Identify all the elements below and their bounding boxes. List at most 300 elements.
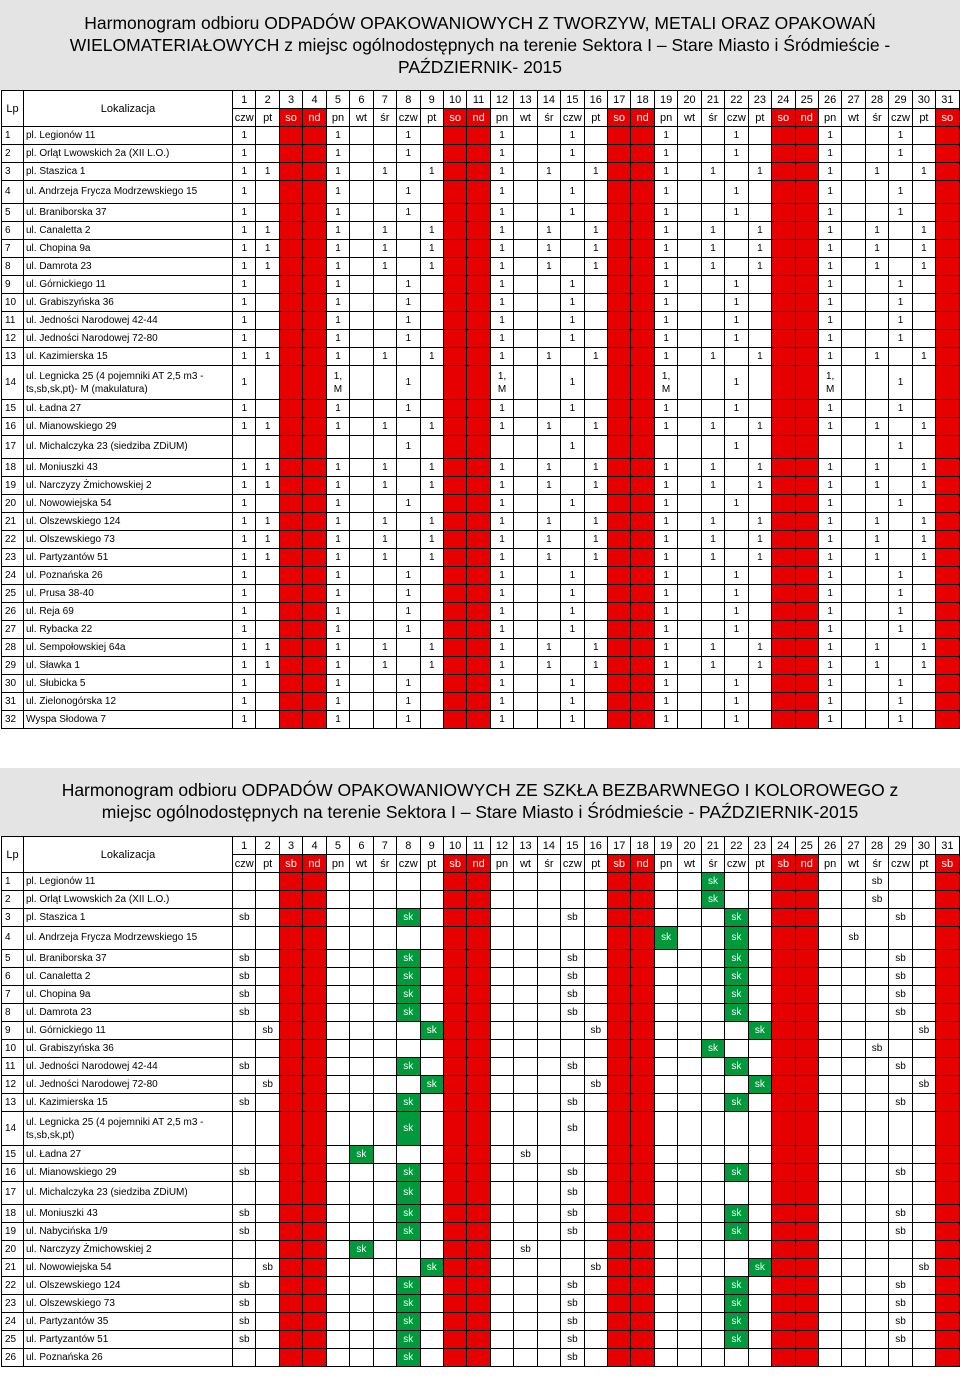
schedule-cell [701, 1094, 724, 1112]
schedule-cell [748, 675, 771, 693]
schedule-cell [608, 1223, 631, 1241]
schedule-cell [818, 1277, 841, 1295]
schedule-cell [420, 1277, 443, 1295]
day-number: 21 [701, 91, 724, 109]
schedule-cell [279, 418, 302, 436]
schedule-cell [631, 1094, 654, 1112]
row-number: 18 [2, 1205, 24, 1223]
schedule-cell [631, 567, 654, 585]
schedule-cell [279, 276, 302, 294]
schedule-cell [420, 1349, 443, 1367]
schedule-cell [443, 693, 466, 711]
schedule-cell [678, 567, 701, 585]
schedule-cell [514, 1040, 537, 1058]
schedule-cell [420, 986, 443, 1004]
schedule-cell [678, 1076, 701, 1094]
schedule-cell: 1 [397, 204, 420, 222]
schedule-cell [514, 477, 537, 495]
schedule-cell [279, 1022, 302, 1040]
schedule-cell [889, 873, 912, 891]
schedule-cell [279, 145, 302, 163]
row-location: ul. Zielonogórska 12 [24, 693, 233, 711]
schedule-cell [936, 1076, 959, 1094]
schedule-cell [233, 1241, 256, 1259]
schedule-cell [233, 1040, 256, 1058]
schedule-cell [467, 1331, 490, 1349]
schedule-cell [537, 436, 560, 459]
row-number: 27 [2, 621, 24, 639]
schedule-cell [537, 1331, 560, 1349]
schedule-cell [490, 1164, 513, 1182]
schedule-cell [373, 276, 396, 294]
schedule-cell [467, 657, 490, 675]
schedule-cell: 1 [326, 312, 349, 330]
row-location: ul. Jedności Narodowej 72-80 [24, 330, 233, 348]
schedule-cell: 1 [889, 621, 912, 639]
schedule-cell [795, 204, 818, 222]
schedule-cell [678, 585, 701, 603]
schedule-cell: 1 [584, 477, 607, 495]
schedule-cell [748, 1004, 771, 1022]
day-number: 25 [795, 837, 818, 855]
schedule-cell [912, 181, 935, 204]
schedule-cell: 1 [701, 513, 724, 531]
schedule-cell: 1 [233, 312, 256, 330]
schedule-cell [233, 436, 256, 459]
schedule-cell: 1 [490, 621, 513, 639]
weekday-label: pt [584, 109, 607, 127]
schedule-cell [467, 1112, 490, 1146]
schedule-cell: sb [561, 1295, 584, 1313]
schedule-cell: sb [561, 1094, 584, 1112]
schedule-cell: 1 [912, 163, 935, 181]
schedule-cell [936, 181, 959, 204]
schedule-cell: sk [350, 1241, 373, 1259]
schedule-cell [420, 366, 443, 400]
schedule-cell [279, 1313, 302, 1331]
schedule-cell [936, 531, 959, 549]
schedule-cell: 1 [490, 513, 513, 531]
schedule-cell [279, 1146, 302, 1164]
row-location: ul. Partyzantów 51 [24, 549, 233, 567]
row-number: 31 [2, 693, 24, 711]
schedule-cell [772, 1205, 795, 1223]
schedule-cell [795, 240, 818, 258]
schedule-cell [373, 1277, 396, 1295]
schedule-cell [631, 127, 654, 145]
schedule-cell [397, 1146, 420, 1164]
schedule-cell [865, 693, 888, 711]
schedule-cell [748, 145, 771, 163]
schedule-cell [256, 1241, 279, 1259]
schedule-cell [608, 1146, 631, 1164]
schedule-cell [889, 348, 912, 366]
schedule-cell [303, 1182, 326, 1205]
schedule-cell: 1 [889, 711, 912, 729]
schedule-cell [748, 1146, 771, 1164]
schedule-cell [350, 1022, 373, 1040]
schedule-cell [584, 330, 607, 348]
row-number: 7 [2, 240, 24, 258]
schedule-cell [256, 1146, 279, 1164]
schedule-cell [514, 1022, 537, 1040]
schedule-cell: 1 [725, 276, 748, 294]
schedule-cell [350, 986, 373, 1004]
schedule-cell [889, 418, 912, 436]
schedule-cell [608, 366, 631, 400]
schedule-cell [420, 1146, 443, 1164]
table-row [2, 513, 960, 531]
header-lp: Lp [2, 91, 24, 127]
schedule-cell [467, 968, 490, 986]
schedule-cell [490, 950, 513, 968]
row-number: 1 [2, 127, 24, 145]
schedule-cell [373, 127, 396, 145]
day-number: 9 [420, 91, 443, 109]
schedule-cell: 1 [490, 531, 513, 549]
schedule-cell [865, 495, 888, 513]
schedule-cell [678, 1259, 701, 1277]
weekday-label: pt [912, 855, 935, 873]
schedule-cell [608, 968, 631, 986]
schedule-cell [678, 711, 701, 729]
schedule-cell [584, 567, 607, 585]
table-row [2, 1223, 960, 1241]
schedule-cell: 1 [326, 348, 349, 366]
schedule-cell [701, 1076, 724, 1094]
schedule-cell [608, 1205, 631, 1223]
schedule-cell: sk [701, 1040, 724, 1058]
schedule-cell [678, 222, 701, 240]
schedule-cell [912, 1112, 935, 1146]
schedule-cell: 1 [397, 621, 420, 639]
schedule-cell: 1 [326, 400, 349, 418]
weekday-label: śr [373, 855, 396, 873]
row-location: ul. Poznańska 26 [24, 1349, 233, 1367]
schedule-cell [397, 163, 420, 181]
schedule-cell [842, 312, 865, 330]
row-number: 17 [2, 436, 24, 459]
schedule-cell: 1 [865, 258, 888, 276]
schedule-cell [842, 400, 865, 418]
schedule-cell [842, 1259, 865, 1277]
row-number: 6 [2, 222, 24, 240]
day-number: 9 [420, 837, 443, 855]
schedule-cell [795, 330, 818, 348]
schedule-cell [467, 1004, 490, 1022]
schedule-cell [420, 1295, 443, 1313]
schedule-cell [701, 312, 724, 330]
schedule-cell [818, 909, 841, 927]
schedule-cell [936, 294, 959, 312]
schedule-cell [654, 950, 677, 968]
schedule-cell [303, 240, 326, 258]
schedule-cell [467, 1022, 490, 1040]
schedule-cell [701, 1331, 724, 1349]
schedule-cell [350, 294, 373, 312]
schedule-cell [443, 891, 466, 909]
schedule-cell [936, 436, 959, 459]
schedule-cell [537, 276, 560, 294]
schedule-cell [279, 621, 302, 639]
weekday-label: wt [678, 109, 701, 127]
schedule-cell [772, 1259, 795, 1277]
schedule-cell [865, 986, 888, 1004]
schedule-cell: 1 [818, 330, 841, 348]
schedule-cell [256, 585, 279, 603]
schedule-cell [772, 276, 795, 294]
row-location: pl. Legionów 11 [24, 873, 233, 891]
row-location: ul. Sempołowskiej 64a [24, 639, 233, 657]
schedule-cell [725, 1349, 748, 1367]
schedule-cell [818, 927, 841, 950]
schedule-cell [537, 567, 560, 585]
schedule-cell [326, 909, 349, 927]
day-number: 11 [467, 91, 490, 109]
schedule-cell: 1 [865, 477, 888, 495]
schedule-cell [350, 1040, 373, 1058]
schedule-cell: 1 [725, 567, 748, 585]
schedule-cell: sb [889, 1295, 912, 1313]
schedule-cell [537, 693, 560, 711]
schedule-cell: sb [584, 1022, 607, 1040]
schedule-cell: sk [397, 1331, 420, 1349]
row-number: 15 [2, 400, 24, 418]
schedule-cell [912, 567, 935, 585]
schedule-cell [818, 1259, 841, 1277]
schedule-cell: 1 [256, 513, 279, 531]
schedule-cell [912, 927, 935, 950]
schedule-cell [654, 1349, 677, 1367]
schedule-cell [725, 1040, 748, 1058]
row-location: ul. Braniborska 37 [24, 204, 233, 222]
row-location: ul. Olszewskiego 124 [24, 1277, 233, 1295]
schedule-cell [514, 145, 537, 163]
schedule-cell [490, 1223, 513, 1241]
schedule-cell [490, 986, 513, 1004]
schedule-cell [326, 1223, 349, 1241]
weekday-label: wt [678, 855, 701, 873]
schedule-cell [303, 127, 326, 145]
schedule-cell: 1 [889, 567, 912, 585]
schedule-cell [795, 927, 818, 950]
schedule-cell [631, 181, 654, 204]
schedule-cell [373, 711, 396, 729]
schedule-cell [631, 312, 654, 330]
schedule-cell [303, 163, 326, 181]
day-number: 13 [514, 91, 537, 109]
schedule-cell [443, 711, 466, 729]
header-row-days [2, 837, 960, 855]
schedule-cell [912, 1094, 935, 1112]
day-number: 23 [748, 91, 771, 109]
day-number: 31 [936, 91, 959, 109]
schedule-cell [584, 1040, 607, 1058]
weekday-label: śr [701, 855, 724, 873]
schedule-cell [397, 531, 420, 549]
schedule-cell [420, 675, 443, 693]
schedule-cell [467, 1058, 490, 1076]
schedule-cell [608, 1076, 631, 1094]
schedule-cell: 1 [818, 585, 841, 603]
schedule-cell [443, 1022, 466, 1040]
schedule-cell [490, 1058, 513, 1076]
schedule-cell [467, 1259, 490, 1277]
schedule-cell [279, 127, 302, 145]
schedule-cell: 1 [865, 418, 888, 436]
schedule-cell: 1 [818, 276, 841, 294]
schedule-cell: 1 [818, 348, 841, 366]
schedule-cell: 1 [537, 418, 560, 436]
schedule-cell [772, 621, 795, 639]
schedule-cell [725, 1241, 748, 1259]
schedule-cell [490, 1205, 513, 1223]
weekday-label: pt [748, 109, 771, 127]
row-location: ul. Kazimierska 15 [24, 348, 233, 366]
schedule-cell: sb [561, 950, 584, 968]
schedule-cell [608, 1164, 631, 1182]
schedule-cell [678, 1223, 701, 1241]
schedule-cell [678, 909, 701, 927]
schedule-cell [654, 1223, 677, 1241]
schedule-cell: 1 [748, 477, 771, 495]
schedule-cell [936, 1223, 959, 1241]
schedule-cell: 1 [490, 495, 513, 513]
schedule-cell [631, 693, 654, 711]
schedule-cell [350, 531, 373, 549]
schedule-cell [818, 1223, 841, 1241]
row-number: 25 [2, 1331, 24, 1349]
schedule-cell [748, 1295, 771, 1313]
schedule-cell: 1 [701, 418, 724, 436]
schedule-cell [467, 1349, 490, 1367]
schedule-cell [936, 567, 959, 585]
schedule-cell [608, 276, 631, 294]
schedule-cell [350, 495, 373, 513]
schedule-cell [936, 1349, 959, 1367]
schedule-cell [584, 1004, 607, 1022]
schedule-cell [842, 1241, 865, 1259]
schedule-cell [678, 927, 701, 950]
schedule-cell: sb [842, 927, 865, 950]
schedule-cell [936, 222, 959, 240]
schedule-cell [748, 986, 771, 1004]
schedule-cell [561, 240, 584, 258]
schedule-cell [748, 294, 771, 312]
schedule-cell [350, 657, 373, 675]
schedule-cell: 1 [654, 477, 677, 495]
schedule-cell [303, 436, 326, 459]
schedule-cell [514, 1223, 537, 1241]
schedule-cell: 1 [654, 418, 677, 436]
schedule-cell [608, 418, 631, 436]
row-location: ul. Sławka 1 [24, 657, 233, 675]
schedule-cell [537, 181, 560, 204]
schedule-cell: 1 [725, 711, 748, 729]
schedule-cell [443, 400, 466, 418]
schedule-cell [631, 1040, 654, 1058]
schedule-cell [936, 1040, 959, 1058]
schedule-cell [842, 181, 865, 204]
schedule-cell [865, 312, 888, 330]
schedule-cell [279, 294, 302, 312]
schedule-cell: 1 [490, 294, 513, 312]
table-row [2, 1205, 960, 1223]
schedule-cell: sb [912, 1076, 935, 1094]
schedule-cell [678, 1022, 701, 1040]
schedule-cell: 1 [326, 585, 349, 603]
schedule-cell [514, 513, 537, 531]
schedule-cell [678, 477, 701, 495]
schedule-cell [420, 891, 443, 909]
schedule-cell [537, 1112, 560, 1146]
schedule-cell [443, 585, 466, 603]
schedule-cell [397, 477, 420, 495]
table-row [2, 400, 960, 418]
schedule-cell [350, 873, 373, 891]
schedule-cell: sk [725, 968, 748, 986]
day-number: 31 [936, 837, 959, 855]
schedule-cell [373, 1164, 396, 1182]
schedule-cell: 1 [654, 621, 677, 639]
schedule-cell [561, 418, 584, 436]
schedule-cell: 1 [537, 477, 560, 495]
schedule-cell [467, 240, 490, 258]
row-number: 6 [2, 968, 24, 986]
row-number: 10 [2, 294, 24, 312]
schedule-cell [795, 127, 818, 145]
schedule-cell [772, 927, 795, 950]
schedule-cell [725, 258, 748, 276]
schedule-cell: sb [561, 1205, 584, 1223]
table-row [2, 1349, 960, 1367]
schedule-cell [279, 222, 302, 240]
schedule-cell [936, 258, 959, 276]
weekday-label: czw [725, 855, 748, 873]
schedule-cell: sb [889, 968, 912, 986]
schedule-cell [537, 968, 560, 986]
schedule-cell [936, 675, 959, 693]
schedule-cell: 1 [701, 240, 724, 258]
row-location: ul. Moniuszki 43 [24, 1205, 233, 1223]
schedule-cell [701, 1182, 724, 1205]
schedule-cell: 1 [725, 436, 748, 459]
schedule-cell [772, 1241, 795, 1259]
row-location: ul. Grabiszyńska 36 [24, 1040, 233, 1058]
schedule-cell: 1 [561, 330, 584, 348]
schedule-cell [842, 436, 865, 459]
schedule-cell [514, 693, 537, 711]
schedule-cell: 1 [818, 258, 841, 276]
schedule-cell: sb [561, 1164, 584, 1182]
schedule-cell [865, 1349, 888, 1367]
schedule-cell [420, 127, 443, 145]
schedule-cell [795, 1241, 818, 1259]
schedule-cell [397, 639, 420, 657]
schedule-cell [584, 1295, 607, 1313]
schedule-cell [420, 873, 443, 891]
schedule-cell [467, 145, 490, 163]
schedule-cell [561, 513, 584, 531]
schedule-cell [912, 1223, 935, 1241]
schedule-cell [678, 950, 701, 968]
weekday-label: nd [795, 109, 818, 127]
schedule-cell [443, 366, 466, 400]
schedule-cell [514, 1004, 537, 1022]
schedule-cell [889, 891, 912, 909]
schedule-cell [514, 1112, 537, 1146]
schedule-cell: 1 [233, 127, 256, 145]
